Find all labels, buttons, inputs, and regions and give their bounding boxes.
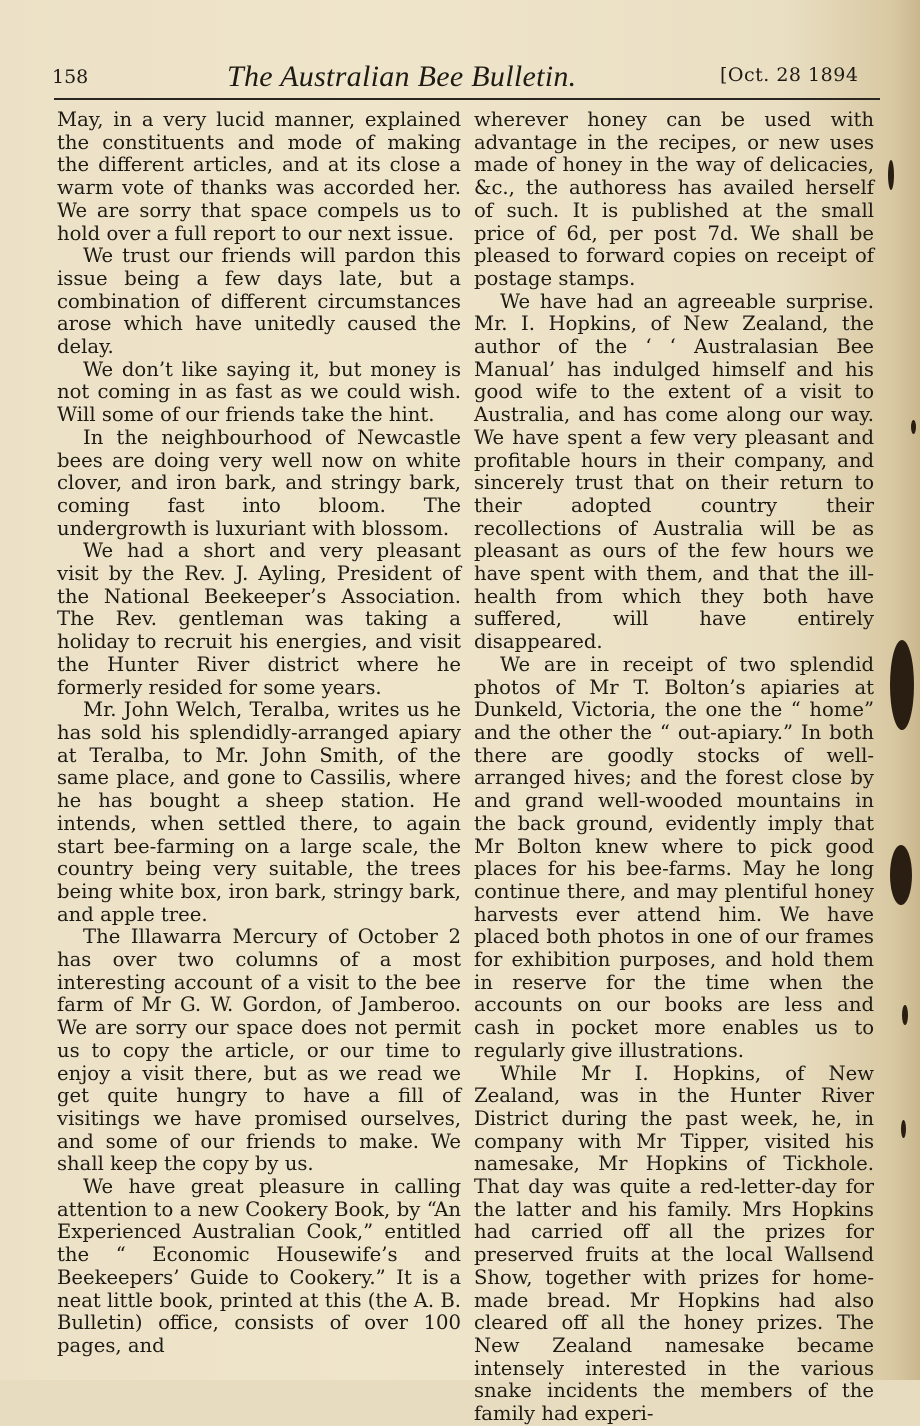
edge-stain	[902, 1005, 908, 1025]
right-column	[474, 109, 874, 1426]
left-paragraph-1: May, in a very lucid manner, explained the constituents and mode of making the different articles, and at its close a warm vote of thanks was accorded her. We are sorry that space compels us to hold over a full report to our next issue.	[57, 108, 461, 245]
page-header	[52, 60, 882, 100]
left-paragraph-2: We trust our friends will pardon this issue being a few days late, but a combination of different circumstances arose which have unitedly caused the delay.	[57, 244, 461, 359]
left-paragraph-7: The Illawarra Mercury of October 2 has over two columns of a most interesting account of a visit to the bee farm of Mr G. W. Gordon, of Jamberoo. We are sorry our space does not permit us to copy the article, or our time to enjoy a visit there, but as we read we get quite hungry to have a fill of visitings we have promised ourselves, and some of our friends to make. We shall keep the copy by us.	[57, 925, 461, 1176]
edge-stain	[890, 640, 914, 730]
right-paragraph-1: wherever honey can be used with advantage in the recipes, or new uses made of honey in the way of delicacies, &c., the authoress has availed herself of such. It is published at the small price of 6d, per post 7d. We shall be pleased to forward copies on receipt of postage stamps.	[474, 108, 874, 290]
left-paragraph-8: We have great pleasure in calling attention to a new Cookery Book, by “An Experienced Australian Cook,” entitled the “ Economic Housewife’s and Beekeepers’ Guide to Cookery.” It is a neat little book, printed at this (the A. B. Bulletin) office, consists of over 100 pages, and	[57, 1175, 461, 1357]
page-number: 158	[52, 66, 89, 88]
left-paragraph-6: Mr. John Welch, Teralba, writes us he has sold his splendidly-arranged apiary at Teralba, to Mr. John Smith, of the same place, and gone to Cassilis, where he has bought a sheep station. He intends, when settled there, to again start bee-farming on a large scale, the country being very suitable, the trees being white box, iron bark, stringy bark, and apple tree.	[57, 698, 461, 926]
left-paragraph-5: We had a short and very pleasant visit by the Rev. J. Ayling, President of the National Beekeeper’s Association. The Rev. gentleman was taking a holiday to recruit his energies, and visit the Hunter River district where he formerly resided for some years.	[57, 539, 461, 699]
edge-stain	[888, 160, 894, 190]
right-paragraph-2: We have had an agreeable surprise. Mr. I. Hopkins, of New Zealand, the author of the ‘ ‘ Australasian Bee Manual’ has indulged himself and his good wife to the extent of a visit to Australia, and has come along our way. We have spent a few very pleasant and profitable hours in their company, and sincerely trust that on their return to their adopted country their recollections of Australia will be as pleasant as ours of the few hours we have spent with them, and that the ill-health from which they both have suffered, will have entirely disappeared.	[474, 289, 874, 654]
left-paragraph-3: We don’t like saying it, but money is not coming in as fast as we could wish. Will some of our friends take the hint.	[57, 357, 461, 427]
edge-stain	[890, 845, 912, 905]
left-paragraph-4: In the neighbourhood of Newcastle bees are doing very well now on white clover, and iron bark, and stringy bark, coming fast into bloom. The undergrowth is luxuriant with blossom.	[57, 425, 461, 540]
right-paragraph-3: We are in receipt of two splendid photos of Mr T. Bolton’s apiaries at Dunkeld, Victoria, the one the “ home” and the other the “ out-apiary.” In both there are goodly stocks of well-arranged hives; and the forest close by and grand well-wooded mountains in the back ground, evidently imply that Mr Bolton knew where to pick good places for his bee-farms. May he long continue there, and may plentiful honey harvests ever attend him. We have placed both photos in one of our frames for exhibition purposes, and hold them in reserve for the time when the accounts on our books are less and cash in pocket more enables us to regularly give illustrations.	[474, 652, 874, 1062]
header-rule	[54, 98, 880, 100]
issue-date: [Oct. 28 1894	[720, 64, 859, 86]
publication-title: The Australian Bee Bulletin.	[227, 60, 577, 93]
right-paragraph-4: While Mr I. Hopkins, of New Zealand, was in the Hunter River District during the past week, he, in company with Mr Tipper, visited his namesake, Mr Hopkins of Tickhole. That day was quite a red-letter-day for the latter and his family. Mrs Hopkins had carried off all the prizes for preserved fruits at the local Wallsend Show, together with prizes for home-made bread. Mr Hopkins had also cleared off all the honey prizes. The New Zealand namesake became intensely interested in the various snake incidents the members of the family had experi-	[474, 1061, 874, 1426]
edge-stain	[901, 1120, 906, 1138]
page-edge-damage	[874, 0, 920, 1380]
left-column	[57, 109, 461, 1358]
edge-stain	[911, 420, 916, 434]
